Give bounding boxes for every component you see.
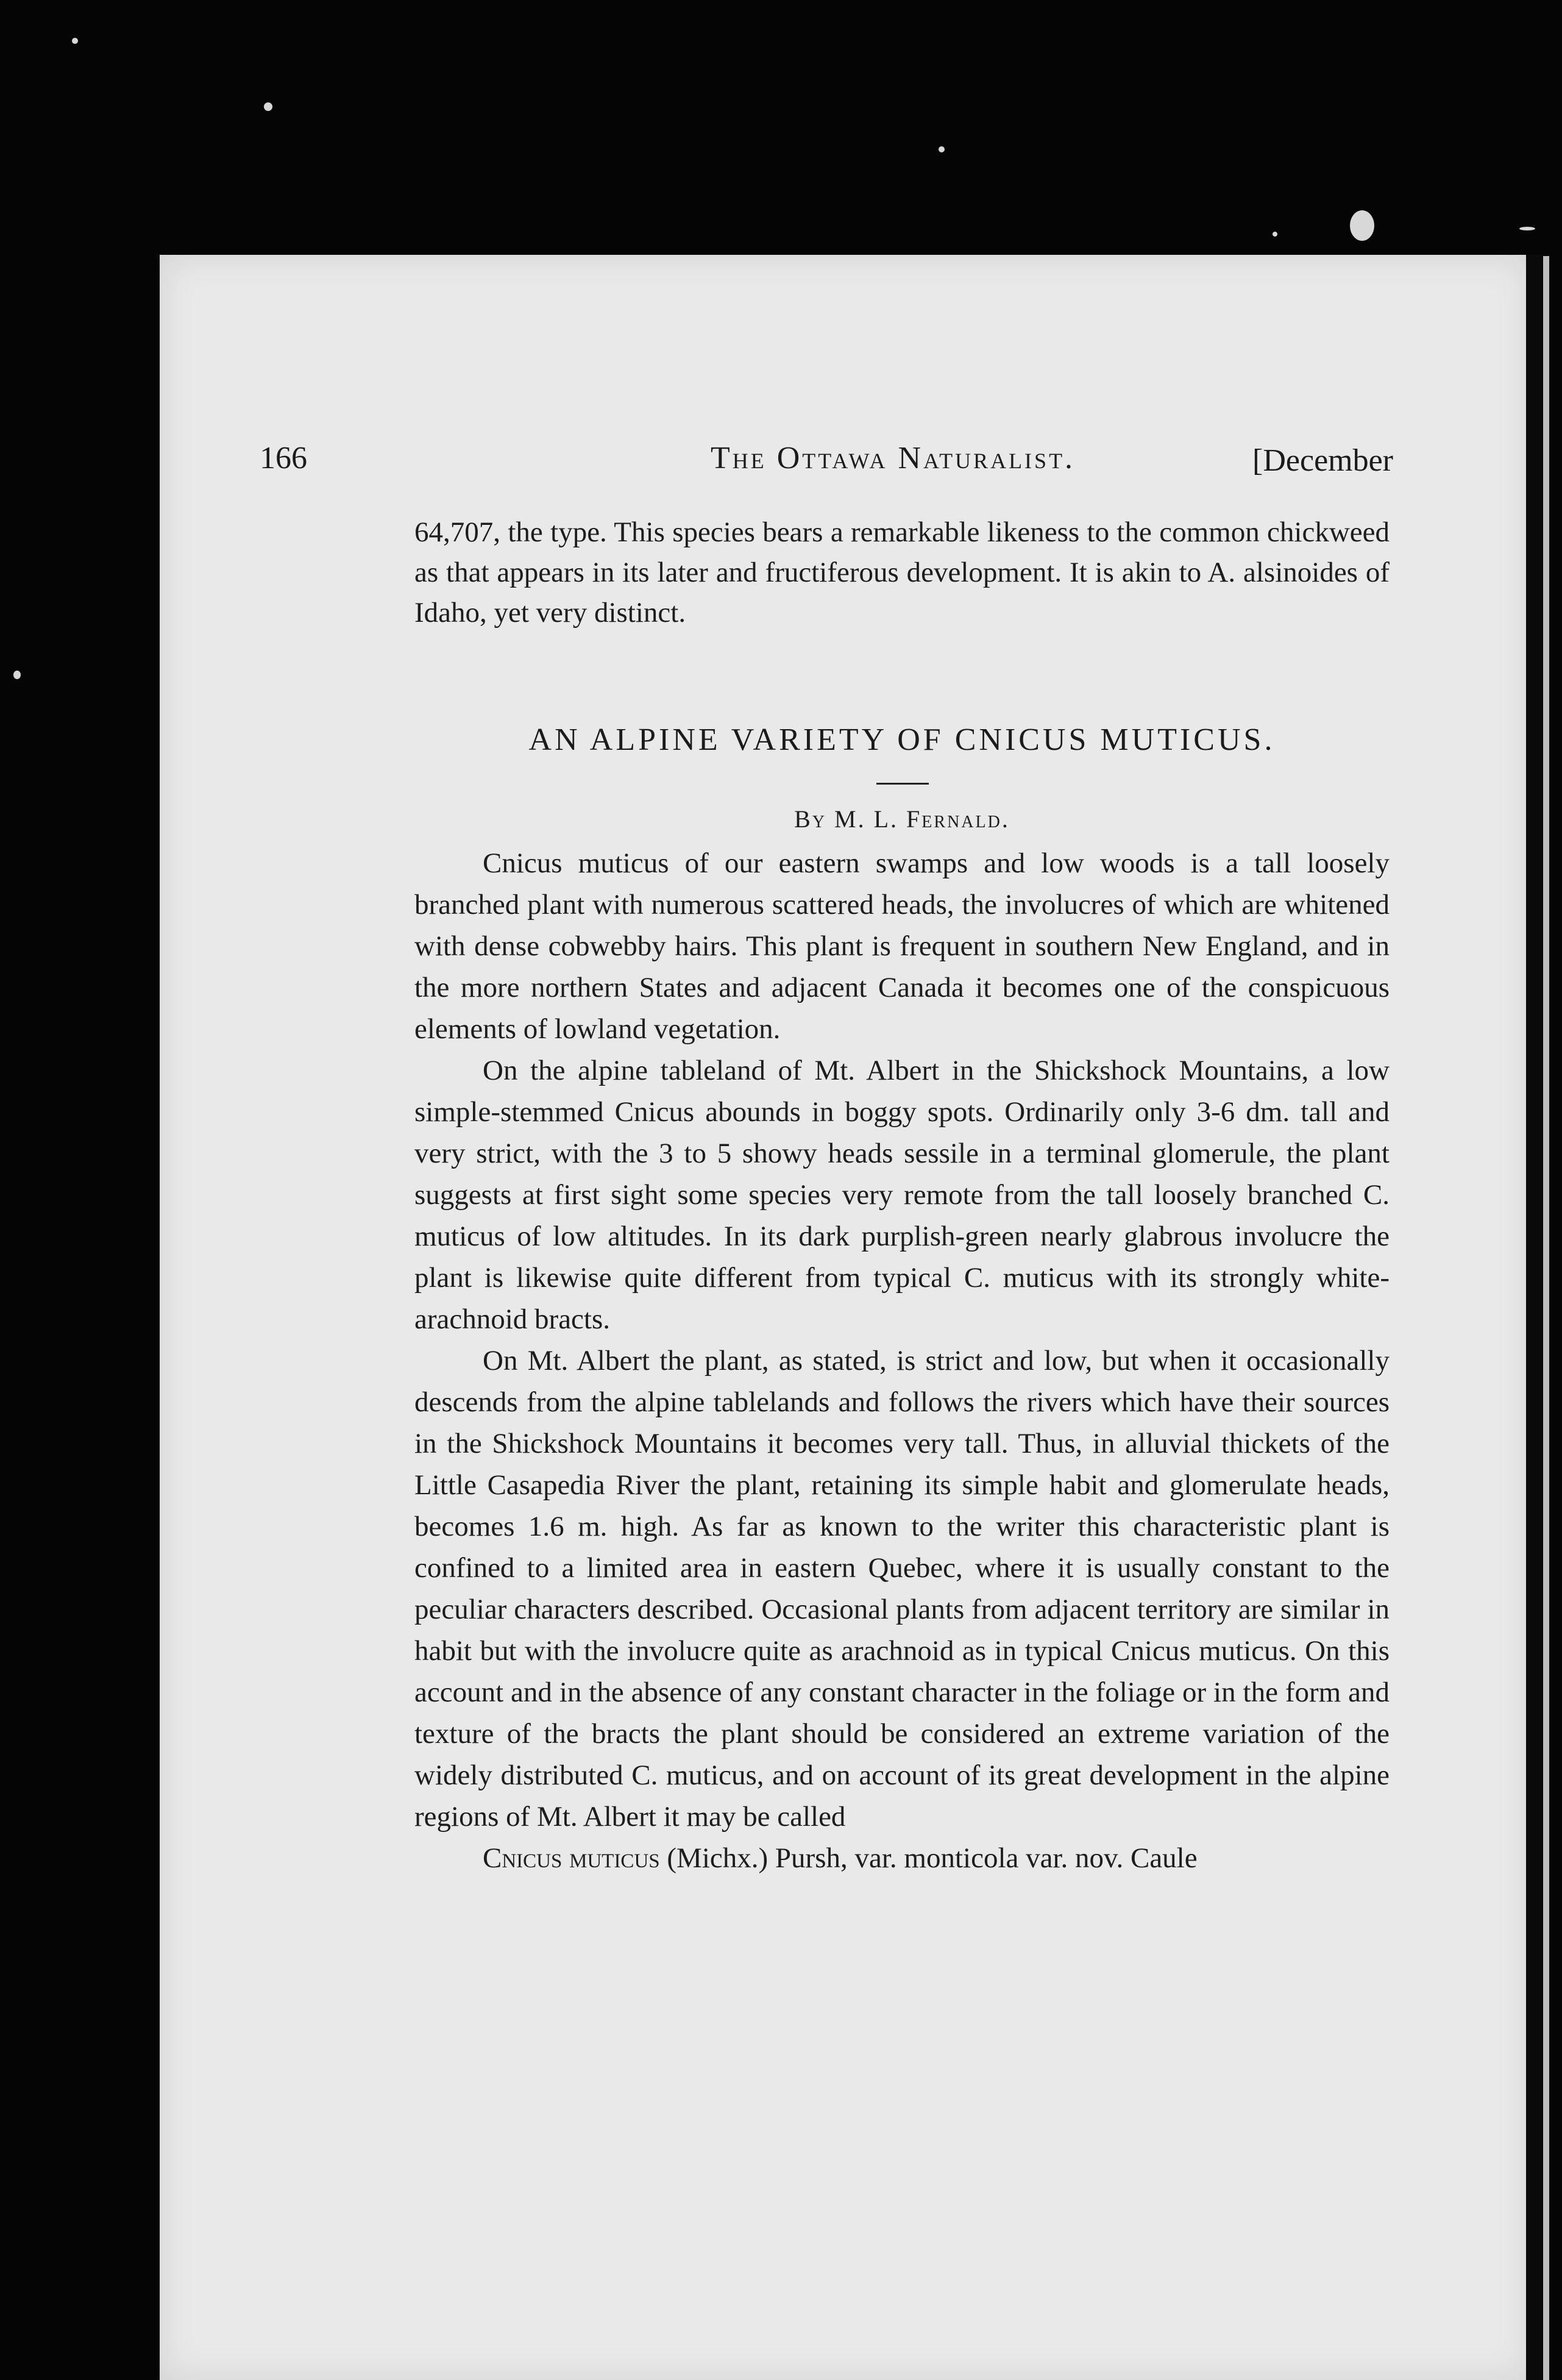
body-paragraph: On the alpine tableland of Mt. Albert in the Shickshock Mountains, a low simple-stemmed Cnicus abounds in boggy spots. Ordinarily only 3-6 dm. tall and very strict, with the 3 to 5 showy heads sessile in a terminal glomerule, the plant suggests at first sight some species very remote from the tall loosely branched C. muticus of low altitudes. In its dark purplish-green nearly glabrous involucre the plant is likewise quite different from typical C. muticus with its strongly white-arachnoid bracts. [414,1055,1390,1335]
taxon-name: Cnicus muticus [483,1842,660,1874]
running-header [260,440,1393,483]
continued-paragraph: 64,707, the type. This species bears a remarkable likeness to the common chickweed as that appears in its later and fructiferous development. It is akin to A. alsinoides of Idaho, yet very distinct. [414,516,1390,629]
scan-speck [1519,227,1535,230]
header-month: [December [1252,443,1393,478]
page-edge-line [1543,256,1549,2380]
body-paragraph: Cnicus muticus of our eastern swamps and low woods is a tall loosely branched plant with numerous scattered heads, the involucres of which are whitened with dense cobwebby hairs. This plant is frequent in southern New England, and in the more northern States and adjacent Canada it becomes one of the conspicuous elements of lowland vegetation. [414,847,1390,1045]
scan-speck [264,102,272,111]
scan-speck [1273,232,1277,237]
journal-title: The Ottawa Naturalist. [711,441,1076,476]
page-number: 166 [260,441,307,476]
scan-speck [72,38,78,44]
continued-text [414,512,1390,633]
article-byline: By M. L. Fernald. [794,805,1010,833]
scan-speck [939,146,945,152]
scan-speck [13,671,21,679]
scan-speck [1350,210,1374,241]
taxon-authority: (Michx.) Pursh, var. monticola var. nov. Caule [667,1842,1198,1874]
title-divider [876,783,929,785]
body-last-line [414,1837,1390,1879]
article-title: AN ALPINE VARIETY OF CNICUS MUTICUS. [528,722,1276,757]
article-body [414,843,1390,1879]
body-paragraph: On Mt. Albert the plant, as stated, is strict and low, but when it occasionally descends from the alpine tablelands and follows the rivers which have their sources in the Shickshock Mountains it becomes very tall. Thus, in alluvial thickets of the Little Casapedia River the plant, retaining its simple habit and glomerulate heads, becomes 1.6 m. high. As far as known to the writer this characteristic plant is confined to a limited area in eastern Quebec, where it is usually constant to the peculiar characters described. Occasional plants from adjacent territory are similar in habit but with the involucre quite as arachnoid as in typical Cnicus muticus. On this account and in the absence of any constant character in the foliage or in the form and texture of the bracts the plant should be considered an extreme variation of the widely distributed C. muticus, and on account of its great development in the alpine regions of Mt. Albert it may be called [414,1345,1390,1833]
page-edge-shadow [1526,255,1542,2380]
